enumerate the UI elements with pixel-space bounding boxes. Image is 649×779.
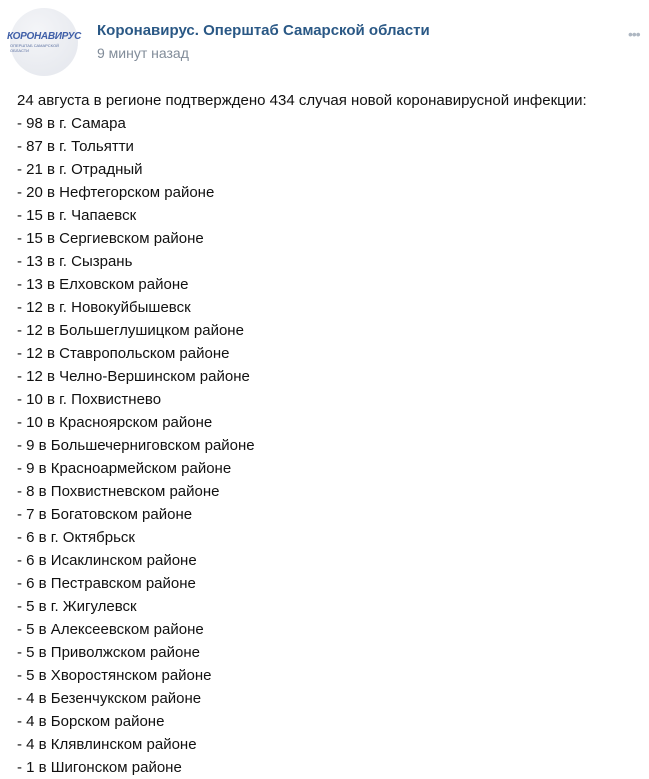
case-list-item: - 9 в Большечерниговском районе bbox=[17, 437, 255, 454]
case-list-item: - 12 в Челно-Вершинском районе bbox=[17, 368, 250, 385]
case-list-item: - 8 в Похвистневском районе bbox=[17, 483, 220, 500]
case-list-item: - 13 в Елховском районе bbox=[17, 276, 189, 293]
post-time-link[interactable]: 9 минут назад bbox=[97, 45, 189, 61]
case-list-item: - 21 в г. Отрадный bbox=[17, 161, 143, 178]
case-list-item: - 13 в г. Сызрань bbox=[17, 253, 133, 270]
case-list-item: - 98 в г. Самара bbox=[17, 115, 126, 132]
case-list-item: - 20 в Нефтегорском районе bbox=[17, 184, 215, 201]
case-list-item: - 6 в Пестравском районе bbox=[17, 575, 196, 592]
author-name-link[interactable]: Коронавирус. Оперштаб Самарской области bbox=[97, 22, 430, 39]
post-text bbox=[17, 89, 587, 779]
more-options-icon[interactable]: ••• bbox=[628, 26, 640, 42]
case-list-item: - 7 в Богатовском районе bbox=[17, 506, 193, 523]
case-list-item: - 10 в Красноярском районе bbox=[17, 414, 213, 431]
case-list-item: - 15 в Сергиевском районе bbox=[17, 230, 204, 247]
case-list-item: - 4 в Борском районе bbox=[17, 713, 165, 730]
case-list-item: - 5 в Алексеевском районе bbox=[17, 621, 204, 638]
post-intro: 24 августа в регионе подтверждено 434 случая новой коронавирусной инфекции: bbox=[17, 92, 587, 109]
case-list-item: - 4 в Безенчукском районе bbox=[17, 690, 202, 707]
case-list-item: - 12 в Ставропольском районе bbox=[17, 345, 230, 362]
case-list-item: - 12 в Большеглушицком районе bbox=[17, 322, 244, 339]
case-list-item: - 15 в г. Чапаевск bbox=[17, 207, 137, 224]
case-list-item: - 4 в Клявлинском районе bbox=[17, 736, 197, 753]
avatar-logo-text: КОРОНАВИРУС bbox=[6, 31, 82, 42]
case-list-item: - 12 в г. Новокуйбышевск bbox=[17, 299, 191, 316]
avatar-logo-subtext: ОПЕРШТАБ САМАРСКОЙ ОБЛАСТИ bbox=[10, 43, 59, 53]
case-list-item: - 87 в г. Тольятти bbox=[17, 138, 134, 155]
case-list-item: - 6 в Исаклинском районе bbox=[17, 552, 197, 569]
case-list-item: - 5 в Хворостянском районе bbox=[17, 667, 212, 684]
community-avatar[interactable] bbox=[6, 8, 82, 76]
case-list-item: - 1 в Шигонском районе bbox=[17, 759, 182, 776]
case-list-item: - 5 в Приволжском районе bbox=[17, 644, 200, 661]
case-list-item: - 6 в г. Октябрьск bbox=[17, 529, 135, 546]
case-list-item: - 9 в Красноармейском районе bbox=[17, 460, 232, 477]
case-list-item: - 5 в г. Жигулевск bbox=[17, 598, 137, 615]
case-list-item: - 10 в г. Похвистнево bbox=[17, 391, 162, 408]
